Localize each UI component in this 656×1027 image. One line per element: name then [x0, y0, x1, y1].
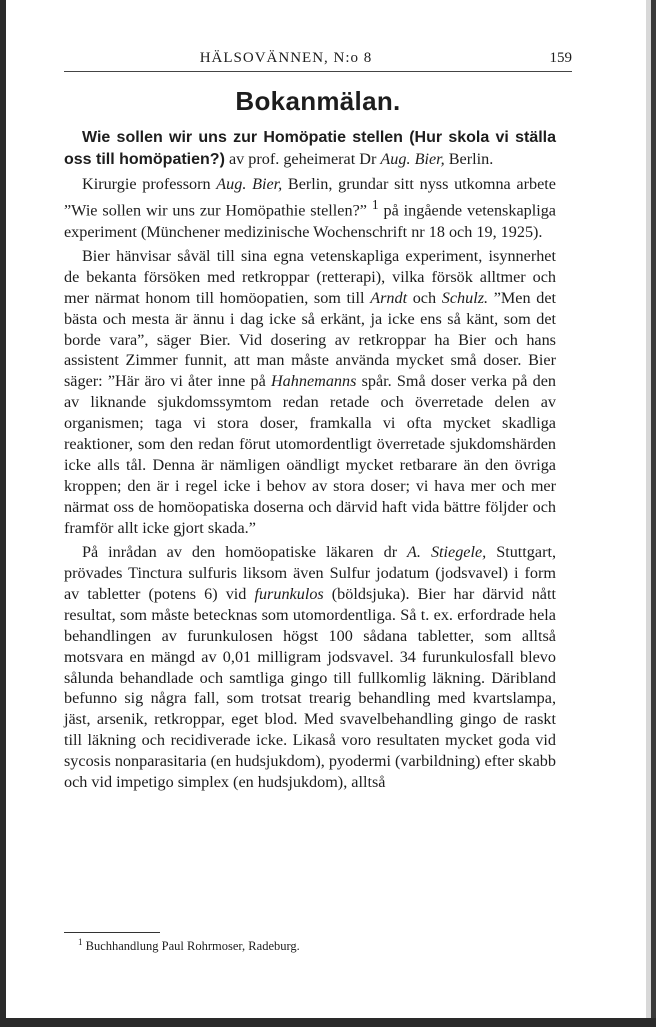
- book-title: Wie sollen wir uns zur Homöpatie stellen (Hur skola vi ställa oss till homöpatien?): [64, 129, 556, 168]
- paragraph-3: [64, 246, 556, 539]
- scan-border-left: [0, 0, 6, 1027]
- author-name: Aug. Bier,: [216, 175, 283, 194]
- name-arndt: Arndt: [370, 288, 408, 307]
- text-run: (böldsjuka). Bier har därvid nått resultat, som måste betecknas som utomordentliga. Så t. ex. erfordrade hela behandlingen av furunkulosen högst 100 sådana tabletter, som alltså motsvara en mängd av 0,01 milligram jodsvavel. 34 furunkulosfall blevo sålunda behandlade och samtliga gingo till fullkomlig läkning. Däribland befunno sig några fall, som trotsat trearig behandling med kvartslampa, jäst, arsenik, retkroppar, eget blod. Med svavelbehandling gingo de raskt till läkning och recidiverade icke. Likaså voro resultaten mycket goda vid sycosis nonparasitaria (en hudsjukdom), pyodermi (varbildning) efter skabb och vid impetigo simplex (en hudsjukdom), alltså: [64, 584, 556, 792]
- name-schulz: Schulz.: [441, 288, 489, 307]
- text-run: på ingående vetenskapliga experiment (Münchener medizinische Wochenschrift nr 18 och 19, 1925).: [64, 201, 556, 241]
- author-city: Berlin.: [444, 149, 494, 168]
- paragraph-review-title: [64, 127, 556, 171]
- footnote-rule: [64, 932, 160, 933]
- text-run: Stuttgart, prövades Tinctura sulfuris liksom även Sulfur jodatum (jodsvavel) i form av tabletter (potens 6) vid: [64, 543, 556, 603]
- text-run: ”Men det bästa och mesta är ännu i dag icke så erkänt, ja icke ens så känt, som det borde vara”, säger Bier. Vid dosering av retkroppar ha Bier och hans assistent Zimmer funnit, att man måste använda mycket små doser. Bier säger: ”Här äro vi åter inne på: [64, 288, 557, 391]
- footnote-reference: 1: [371, 197, 379, 213]
- scan-border-bottom: [0, 1018, 656, 1027]
- term-furunkulos: furunkulos: [254, 584, 324, 603]
- text-run: och: [407, 288, 442, 307]
- page-number: 159: [549, 50, 572, 66]
- section-heading: Bokanmälan.: [235, 86, 401, 116]
- article-body: [64, 127, 556, 796]
- footnote: [78, 934, 300, 954]
- footnote-text: Buchhandlung Paul Rohrmoser, Radeburg.: [82, 939, 300, 954]
- author-name: Aug. Bier,: [380, 149, 445, 168]
- header-rule: [64, 71, 572, 72]
- text-run: Bier hänvisar såväl till sina egna vetenskapliga experiment, isynnerhet de bekanta försöken med retkroppar (retterapi), vilka försök alltmer och mer närmat honom till homöopatien, som till: [64, 246, 556, 307]
- text-run: Berlin, grundar sitt nyss utkomna arbete ”Wie sollen wir uns zur Homöpathie stellen?”: [64, 175, 556, 220]
- byline-prefix: av prof. geheimerat Dr: [224, 149, 381, 168]
- text-run: spår. Små doser verka på den av liknande sjukdomssymtom redan retade och överretade delen av organismen; taga vi stora doser, framkalla vi ofta mycket skadliga reaktioner, som den redan förut utomordentligt överretade sjukdomshärden icke alls tål. Denna är nämligen oändligt mycket retbarare än den övriga kroppen; den är i regel icke i behov av stora doser; vi hava mer och mer närmat oss de homöopatiska doserna och därvid haft vida bättre följder och framför allt icke gjort skada.”: [64, 372, 556, 537]
- footnote-mark: 1: [78, 937, 83, 947]
- running-header: [64, 50, 572, 72]
- name-hahnemann: Hahnemanns: [270, 372, 357, 391]
- name-stiegele: A. Stiegele,: [407, 543, 487, 562]
- text-run: Kirurgie professorn: [82, 175, 217, 194]
- paragraph-4: [64, 542, 556, 793]
- scan-border-right-shadow: [651, 0, 656, 1027]
- running-title: HÄLSOVÄNNEN, N:o 8: [199, 50, 373, 66]
- text-run: På inrådan av den homöopatiske läkaren dr: [82, 543, 408, 562]
- paragraph-2: [64, 174, 556, 242]
